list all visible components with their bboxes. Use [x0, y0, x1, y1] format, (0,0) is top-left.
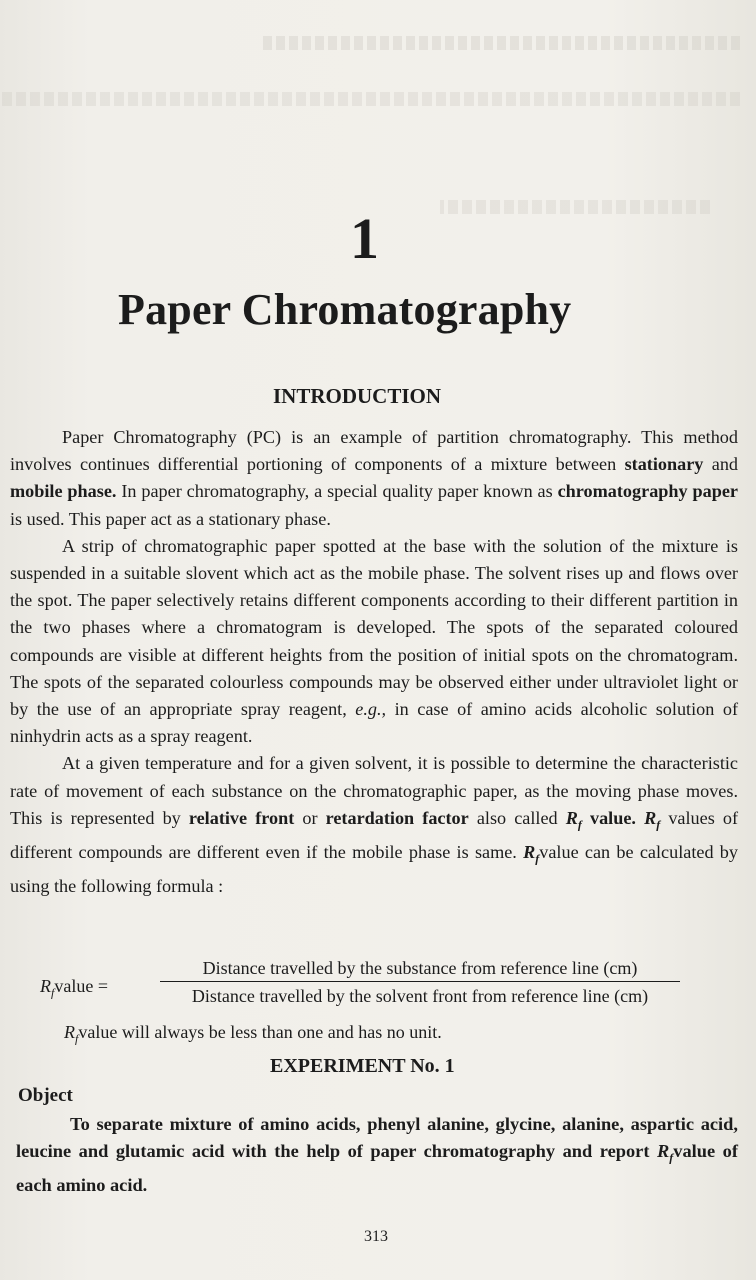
formula-lhs: $R_fvalue$ =: [40, 976, 108, 1000]
rf-formula: [20, 958, 720, 1020]
show-through-line: [260, 36, 740, 50]
paragraph-1: Paper Chromatography (PC) is an example of partition chromatography. This method involves continues differential portioning of components of a mixture between stationary and mobile phase. In paper chromatography, a special quality paper known as chromatography paper is used. This paper act as a stationary phase.: [10, 427, 739, 529]
page-number: 313: [364, 1228, 388, 1245]
object-text: To separate mixture of amino acids, phenyl alanine, glycine, alanine, aspartic acid, leucine and glutamic acid with the help of paper chromatography and report $R_fvalue$ of each amino acid.: [16, 1114, 738, 1195]
chapter-number: 1: [350, 206, 379, 271]
formula-denominator: Distance travelled by the solvent front from reference line (cm): [191, 986, 649, 1006]
chapter-title: Paper Chromatography: [118, 285, 572, 334]
experiment-heading: EXPERIMENT No. 1: [270, 1055, 455, 1077]
show-through-line: [440, 200, 710, 214]
section-heading-introduction: INTRODUCTION: [273, 384, 442, 408]
paragraph-2: A strip of chromatographic paper spotted at the base with the solution of the mixture is suspended in a suitable slovent which act as the mobile phase. The solvent rises up and flows over the spot. The paper selectively retains different components according to their different partition in the two phases where a chromatogram is developed. The spots of the separated coloured compounds are visible at different heights from the position of initial spots on the chromatogram. The spots of the separated colourless compounds may be observed either under ultraviolet light or by the use of an appropriate spray reagent, e.g., in case of amino acids alcoholic solution of ninhydrin acts as a spray reagent.: [10, 535, 738, 747]
object-label: Object: [18, 1085, 73, 1106]
show-through-line: [0, 92, 740, 106]
formula-numerator: Distance travelled by the substance from reference line (cm): [160, 958, 680, 982]
rf-note: $R_fvalue$ will always be less than one and has no unit.: [64, 1022, 442, 1046]
formula-fraction: [160, 958, 680, 1007]
introduction-body: [10, 424, 738, 900]
paragraph-3: At a given temperature and for a given solvent, it is possible to determine the characteristic rate of movement of each substance on the chromatographic paper, as the moving phase moves. This is represented by relative front or retardation factor also called $R_f$ value. $R_f$ values of different compounds are different even if the mobile phase is same. $R_fvalue$ can be calculated by using the following formula :: [10, 753, 739, 896]
